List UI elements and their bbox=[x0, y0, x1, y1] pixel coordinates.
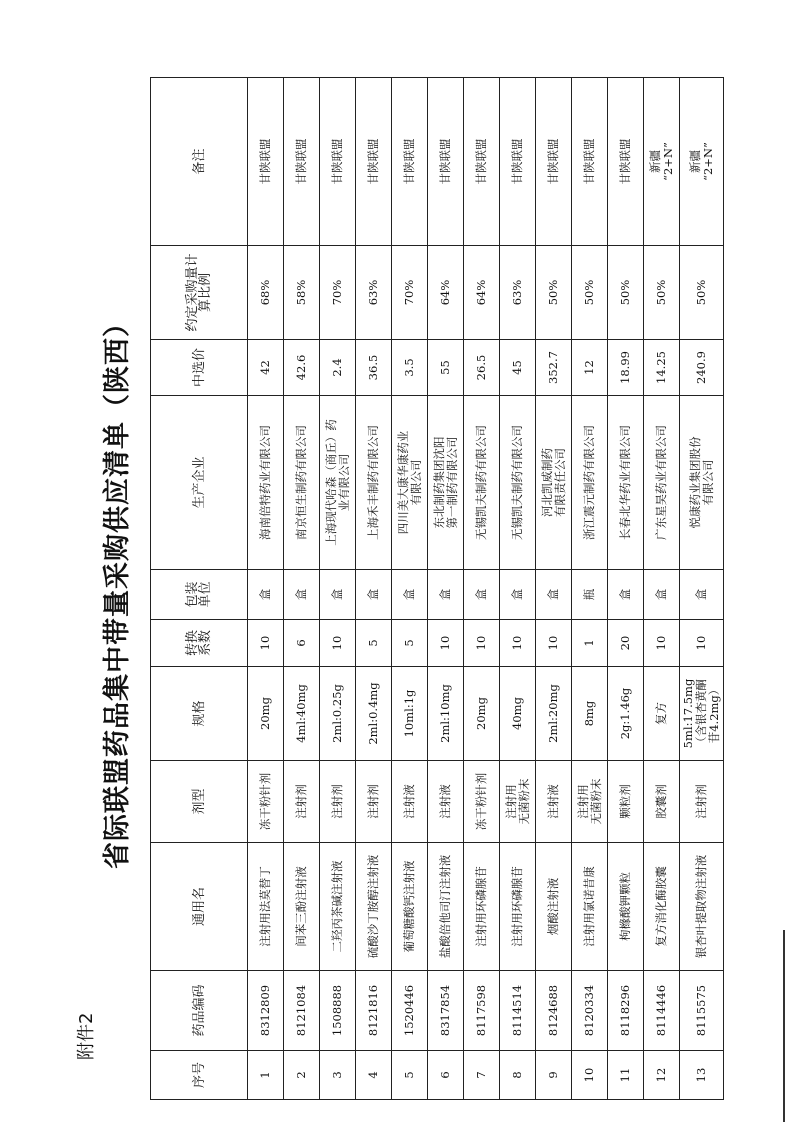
cell-dosage-form: 注射液 bbox=[392, 761, 428, 843]
cell-price: 36.5 bbox=[356, 340, 392, 396]
header-spec: 规格 bbox=[151, 667, 248, 761]
cell-seq: 1 bbox=[248, 1051, 284, 1100]
cell-seq: 4 bbox=[356, 1051, 392, 1100]
cell-package-unit: 盒 bbox=[320, 570, 356, 620]
cell-dosage-form: 注射液 bbox=[428, 761, 464, 843]
header-conversion-factor: 转换 系数 bbox=[151, 620, 248, 667]
cell-dosage-form: 颗粒剂 bbox=[608, 761, 644, 843]
cell-conversion-factor: 10 bbox=[464, 620, 500, 667]
cell-manufacturer: 河北凯威制药 有限责任公司 bbox=[536, 396, 572, 570]
cell-package-unit: 盒 bbox=[500, 570, 536, 620]
cell-conversion-factor: 20 bbox=[608, 620, 644, 667]
cell-generic-name: 注射用氯诺昔康 bbox=[572, 843, 608, 971]
cell-drug-code: 8312809 bbox=[248, 971, 284, 1051]
cell-price: 240.9 bbox=[680, 340, 724, 396]
cell-seq: 13 bbox=[680, 1051, 724, 1100]
cell-drug-code: 1508888 bbox=[320, 971, 356, 1051]
header-package-unit: 包装 单位 bbox=[151, 570, 248, 620]
cell-conversion-factor: 10 bbox=[680, 620, 724, 667]
cell-procurement-ratio: 64% bbox=[464, 246, 500, 340]
cell-remark: 甘陕联盟 bbox=[500, 78, 536, 246]
cell-package-unit: 盒 bbox=[392, 570, 428, 620]
cell-procurement-ratio: 70% bbox=[320, 246, 356, 340]
cell-procurement-ratio: 63% bbox=[500, 246, 536, 340]
cell-conversion-factor: 10 bbox=[320, 620, 356, 667]
cell-generic-name: 硫酸沙丁胺醇注射液 bbox=[356, 843, 392, 971]
cell-conversion-factor: 10 bbox=[248, 620, 284, 667]
table-body bbox=[248, 78, 724, 1100]
cell-spec: 2ml:0.4mg bbox=[356, 667, 392, 761]
cell-package-unit: 盒 bbox=[428, 570, 464, 620]
cell-procurement-ratio: 64% bbox=[428, 246, 464, 340]
cell-drug-code: 8115575 bbox=[680, 971, 724, 1051]
table-row bbox=[356, 78, 392, 1100]
cell-package-unit: 盒 bbox=[356, 570, 392, 620]
cell-generic-name: 注射用环磷腺苷 bbox=[500, 843, 536, 971]
cell-procurement-ratio: 70% bbox=[392, 246, 428, 340]
cell-spec: 2ml:0.25g bbox=[320, 667, 356, 761]
cell-drug-code: 8124688 bbox=[536, 971, 572, 1051]
cell-generic-name: 注射用环磷腺苷 bbox=[464, 843, 500, 971]
cell-manufacturer: 海南倍特药业有限公司 bbox=[248, 396, 284, 570]
header-dosage-form: 剂型 bbox=[151, 761, 248, 843]
cell-package-unit: 盒 bbox=[680, 570, 724, 620]
cell-drug-code: 8317854 bbox=[428, 971, 464, 1051]
cell-price: 42.6 bbox=[284, 340, 320, 396]
cell-remark: 甘陕联盟 bbox=[248, 78, 284, 246]
cell-generic-name: 间苯三酚注射液 bbox=[284, 843, 320, 971]
cell-price: 45 bbox=[500, 340, 536, 396]
cell-spec: 4ml:40mg bbox=[284, 667, 320, 761]
cell-generic-name: 枸橼酸钾颗粒 bbox=[608, 843, 644, 971]
cell-drug-code: 8121084 bbox=[284, 971, 320, 1051]
cell-spec: 40mg bbox=[500, 667, 536, 761]
cell-spec: 2g:1.46g bbox=[608, 667, 644, 761]
cell-drug-code: 8118296 bbox=[608, 971, 644, 1051]
cell-spec: 5ml:17.5mg （含银杏黄酮 苷4.2mg） bbox=[680, 667, 724, 761]
page-title: 省际联盟药品集中带量采购供应清单（陕西） bbox=[102, 309, 133, 869]
cell-seq: 2 bbox=[284, 1051, 320, 1100]
cell-drug-code: 1520446 bbox=[392, 971, 428, 1051]
cell-generic-name: 二羟丙茶碱注射液 bbox=[320, 843, 356, 971]
cell-spec: 2ml:20mg bbox=[536, 667, 572, 761]
cell-conversion-factor: 10 bbox=[500, 620, 536, 667]
cell-procurement-ratio: 50% bbox=[680, 246, 724, 340]
cell-procurement-ratio: 50% bbox=[644, 246, 680, 340]
table-row bbox=[500, 78, 536, 1100]
table-row bbox=[392, 78, 428, 1100]
header-price: 中选价 bbox=[151, 340, 248, 396]
cell-procurement-ratio: 63% bbox=[356, 246, 392, 340]
cell-package-unit: 盒 bbox=[464, 570, 500, 620]
cell-manufacturer: 上海现代哈森（商丘）药 业有限公司 bbox=[320, 396, 356, 570]
cell-spec: 10ml:1g bbox=[392, 667, 428, 761]
cell-price: 14.25 bbox=[644, 340, 680, 396]
cell-remark: 甘陕联盟 bbox=[464, 78, 500, 246]
cell-price: 26.5 bbox=[464, 340, 500, 396]
cell-remark: 甘陕联盟 bbox=[356, 78, 392, 246]
cell-dosage-form: 注射液 bbox=[536, 761, 572, 843]
cell-generic-name: 烟酸注射液 bbox=[536, 843, 572, 971]
cell-remark: 甘陕联盟 bbox=[320, 78, 356, 246]
cell-conversion-factor: 10 bbox=[428, 620, 464, 667]
cell-remark: 甘陕联盟 bbox=[428, 78, 464, 246]
cell-price: 18.99 bbox=[608, 340, 644, 396]
cell-package-unit: 瓶 bbox=[572, 570, 608, 620]
cell-drug-code: 8117598 bbox=[464, 971, 500, 1051]
header-remark: 备注 bbox=[151, 78, 248, 246]
cell-dosage-form: 注射剂 bbox=[320, 761, 356, 843]
header-seq: 序号 bbox=[151, 1051, 248, 1100]
attachment-label: 附件2 bbox=[76, 1012, 97, 1060]
cell-procurement-ratio: 68% bbox=[248, 246, 284, 340]
cell-generic-name: 盐酸倍他司汀注射液 bbox=[428, 843, 464, 971]
cell-generic-name: 葡萄糖酸钙注射液 bbox=[392, 843, 428, 971]
cell-spec: 复方 bbox=[644, 667, 680, 761]
cell-manufacturer: 广东星昊药业有限公司 bbox=[644, 396, 680, 570]
cell-remark: 新疆 “2+N” bbox=[644, 78, 680, 246]
cell-package-unit: 盒 bbox=[284, 570, 320, 620]
cell-package-unit: 盒 bbox=[608, 570, 644, 620]
supply-table bbox=[150, 77, 724, 1100]
header-procurement-ratio: 约定采购量计 算比例 bbox=[151, 246, 248, 340]
cell-manufacturer: 南京恒生制药有限公司 bbox=[284, 396, 320, 570]
table-row bbox=[608, 78, 644, 1100]
cell-price: 2.4 bbox=[320, 340, 356, 396]
cell-seq: 6 bbox=[428, 1051, 464, 1100]
cell-remark: 甘陕联盟 bbox=[284, 78, 320, 246]
cell-dosage-form: 注射用 无菌粉末 bbox=[500, 761, 536, 843]
cell-seq: 8 bbox=[500, 1051, 536, 1100]
cell-generic-name: 注射用法莫替丁 bbox=[248, 843, 284, 971]
table-row bbox=[284, 78, 320, 1100]
cell-procurement-ratio: 50% bbox=[572, 246, 608, 340]
cell-spec: 8mg bbox=[572, 667, 608, 761]
cell-drug-code: 8114446 bbox=[644, 971, 680, 1051]
cell-dosage-form: 注射剂 bbox=[284, 761, 320, 843]
cell-remark: 甘陕联盟 bbox=[536, 78, 572, 246]
table-header-row bbox=[151, 78, 248, 1100]
cell-package-unit: 盒 bbox=[644, 570, 680, 620]
cell-spec: 2ml:10mg bbox=[428, 667, 464, 761]
cell-drug-code: 8114514 bbox=[500, 971, 536, 1051]
cell-drug-code: 8121816 bbox=[356, 971, 392, 1051]
cell-dosage-form: 注射用 无菌粉末 bbox=[572, 761, 608, 843]
cell-spec: 20mg bbox=[464, 667, 500, 761]
header-manufacturer: 生产企业 bbox=[151, 396, 248, 570]
cell-dosage-form: 冻干粉针剂 bbox=[248, 761, 284, 843]
cell-seq: 5 bbox=[392, 1051, 428, 1100]
cell-price: 42 bbox=[248, 340, 284, 396]
table-row bbox=[644, 78, 680, 1100]
cell-procurement-ratio: 50% bbox=[536, 246, 572, 340]
cell-package-unit: 盒 bbox=[248, 570, 284, 620]
cell-conversion-factor: 6 bbox=[284, 620, 320, 667]
cell-remark: 甘陕联盟 bbox=[608, 78, 644, 246]
table-row bbox=[248, 78, 284, 1100]
cell-seq: 11 bbox=[608, 1051, 644, 1100]
cell-conversion-factor: 10 bbox=[644, 620, 680, 667]
cell-manufacturer: 悦康药业集团股份 有限公司 bbox=[680, 396, 724, 570]
cell-seq: 12 bbox=[644, 1051, 680, 1100]
header-drug-code: 药品编码 bbox=[151, 971, 248, 1051]
cell-drug-code: 8120334 bbox=[572, 971, 608, 1051]
table-row bbox=[572, 78, 608, 1100]
cell-manufacturer: 浙江震元制药有限公司 bbox=[572, 396, 608, 570]
cell-seq: 7 bbox=[464, 1051, 500, 1100]
cell-generic-name: 复方消化酶胶囊 bbox=[644, 843, 680, 971]
cell-generic-name: 银杏叶提取物注射液 bbox=[680, 843, 724, 971]
cell-price: 12 bbox=[572, 340, 608, 396]
table-row bbox=[464, 78, 500, 1100]
cell-manufacturer: 四川美大康华康药业 有限公司 bbox=[392, 396, 428, 570]
cell-remark: 甘陕联盟 bbox=[392, 78, 428, 246]
cell-manufacturer: 无锡凯夫制药有限公司 bbox=[464, 396, 500, 570]
table-row bbox=[320, 78, 356, 1100]
cell-package-unit: 盒 bbox=[536, 570, 572, 620]
cell-procurement-ratio: 50% bbox=[608, 246, 644, 340]
header-generic-name: 通用名 bbox=[151, 843, 248, 971]
cell-price: 352.7 bbox=[536, 340, 572, 396]
cell-conversion-factor: 5 bbox=[356, 620, 392, 667]
cell-price: 55 bbox=[428, 340, 464, 396]
cell-remark: 甘陕联盟 bbox=[572, 78, 608, 246]
cell-dosage-form: 注射剂 bbox=[356, 761, 392, 843]
cell-manufacturer: 长春北华药业有限公司 bbox=[608, 396, 644, 570]
table-row bbox=[536, 78, 572, 1100]
table-row bbox=[428, 78, 464, 1100]
cell-conversion-factor: 5 bbox=[392, 620, 428, 667]
table-row bbox=[680, 78, 724, 1100]
cell-dosage-form: 注射剂 bbox=[680, 761, 724, 843]
cell-seq: 3 bbox=[320, 1051, 356, 1100]
cell-dosage-form: 冻干粉针剂 bbox=[464, 761, 500, 843]
rotated-document bbox=[96, 78, 724, 1100]
cell-dosage-form: 胶囊剂 bbox=[644, 761, 680, 843]
cell-manufacturer: 东北制药集团沈阳 第一制药有限公司 bbox=[428, 396, 464, 570]
cell-seq: 10 bbox=[572, 1051, 608, 1100]
page-edge-line bbox=[783, 930, 785, 1122]
cell-conversion-factor: 1 bbox=[572, 620, 608, 667]
cell-spec: 20mg bbox=[248, 667, 284, 761]
cell-procurement-ratio: 58% bbox=[284, 246, 320, 340]
cell-price: 3.5 bbox=[392, 340, 428, 396]
cell-manufacturer: 上海禾丰制药有限公司 bbox=[356, 396, 392, 570]
cell-remark: 新疆 “2+N” bbox=[680, 78, 724, 246]
cell-seq: 9 bbox=[536, 1051, 572, 1100]
cell-manufacturer: 无锡凯夫制药有限公司 bbox=[500, 396, 536, 570]
cell-conversion-factor: 10 bbox=[536, 620, 572, 667]
